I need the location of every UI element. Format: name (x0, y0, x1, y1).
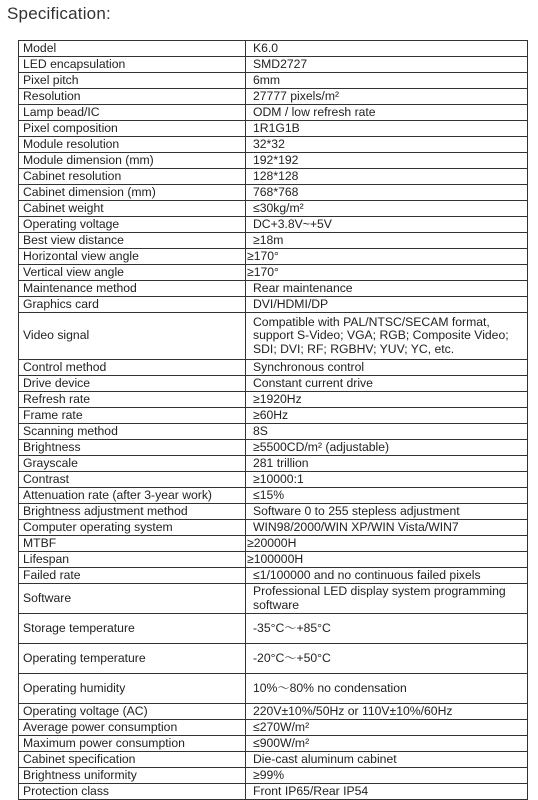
spec-row (19, 121, 528, 137)
spec-label: Pixel composition (19, 121, 246, 137)
spec-value: ≥10000:1 (246, 472, 528, 488)
spec-row (19, 376, 528, 392)
spec-value: Software 0 to 255 stepless adjustment (246, 504, 528, 520)
spec-value: Front IP65/Rear IP54 (246, 784, 528, 800)
spec-value: ≤270W/m² (246, 720, 528, 736)
spec-value: 281 trillion (246, 456, 528, 472)
spec-row (19, 408, 528, 424)
spec-row (19, 784, 528, 800)
spec-value: 10%～80% no condensation (246, 674, 528, 704)
spec-label: Cabinet dimension (mm) (19, 185, 246, 201)
spec-value: ≥170° (246, 249, 528, 265)
spec-value: 192*192 (246, 153, 528, 169)
spec-row (19, 281, 528, 297)
spec-row (19, 424, 528, 440)
spec-value: ≤15% (246, 488, 528, 504)
spec-label: Brightness uniformity (19, 768, 246, 784)
spec-value: ≥20000H (246, 536, 528, 552)
spec-value: 27777 pixels/m² (246, 89, 528, 105)
spec-label: Cabinet specification (19, 752, 246, 768)
spec-row (19, 552, 528, 568)
spec-label: Cabinet weight (19, 201, 246, 217)
spec-value: Compatible with PAL/NTSC/SECAM format, support S-Video; VGA; RGB; Composite Video; SDI; DVI; RF; RGBHV; YUV; YC, etc. (246, 313, 528, 360)
spec-row (19, 297, 528, 313)
spec-row (19, 768, 528, 784)
spec-row (19, 674, 528, 704)
spec-row (19, 720, 528, 736)
spec-value: Constant current drive (246, 376, 528, 392)
spec-row (19, 265, 528, 281)
spec-label: Operating voltage (AC) (19, 704, 246, 720)
spec-value: ≥18m (246, 233, 528, 249)
spec-label: Brightness (19, 440, 246, 456)
spec-label: Operating humidity (19, 674, 246, 704)
spec-row (19, 217, 528, 233)
spec-label: Resolution (19, 89, 246, 105)
spec-label: Software (19, 584, 246, 614)
spec-row (19, 41, 528, 57)
spec-row (19, 137, 528, 153)
spec-value: ≥60Hz (246, 408, 528, 424)
spec-row (19, 233, 528, 249)
spec-value: ≤1/100000 and no continuous failed pixels (246, 568, 528, 584)
spec-value: -35°C～+85°C (246, 614, 528, 644)
spec-row (19, 185, 528, 201)
spec-value: 220V±10%/50Hz or 110V±10%/60Hz (246, 704, 528, 720)
spec-label: Grayscale (19, 456, 246, 472)
spec-label: Average power consumption (19, 720, 246, 736)
spec-label: Brightness adjustment method (19, 504, 246, 520)
spec-row (19, 520, 528, 536)
spec-value: 768*768 (246, 185, 528, 201)
spec-label: Operating temperature (19, 644, 246, 674)
spec-row (19, 169, 528, 185)
spec-row (19, 504, 528, 520)
spec-value: SMD2727 (246, 57, 528, 73)
spec-label: Module resolution (19, 137, 246, 153)
spec-label: Contrast (19, 472, 246, 488)
spec-label: Operating voltage (19, 217, 246, 233)
spec-label: Module dimension (mm) (19, 153, 246, 169)
spec-row (19, 249, 528, 265)
spec-row (19, 440, 528, 456)
spec-value: 32*32 (246, 137, 528, 153)
spec-label: Drive device (19, 376, 246, 392)
spec-row (19, 704, 528, 720)
spec-label: Storage temperature (19, 614, 246, 644)
spec-row (19, 89, 528, 105)
spec-row (19, 392, 528, 408)
spec-label: Model (19, 41, 246, 57)
spec-value: ≥100000H (246, 552, 528, 568)
spec-row (19, 313, 528, 360)
spec-value: DVI/HDMI/DP (246, 297, 528, 313)
spec-label: Lifespan (19, 552, 246, 568)
spec-label: Lamp bead/IC (19, 105, 246, 121)
spec-value: WIN98/2000/WIN XP/WIN Vista/WIN7 (246, 520, 528, 536)
spec-value: Professional LED display system programming software (246, 584, 528, 614)
spec-label: Horizontal view angle (19, 249, 246, 265)
spec-label: Refresh rate (19, 392, 246, 408)
spec-row (19, 644, 528, 674)
spec-value: 6mm (246, 73, 528, 89)
spec-value: K6.0 (246, 41, 528, 57)
spec-label: Maintenance method (19, 281, 246, 297)
spec-label: Scanning method (19, 424, 246, 440)
spec-row (19, 752, 528, 768)
page-title: Specification: (7, 4, 111, 23)
spec-label: Graphics card (19, 297, 246, 313)
spec-row (19, 456, 528, 472)
spec-row (19, 472, 528, 488)
spec-label: Best view distance (19, 233, 246, 249)
spec-value: DC+3.8V~+5V (246, 217, 528, 233)
spec-row (19, 536, 528, 552)
spec-value: 8S (246, 424, 528, 440)
spec-table (18, 40, 528, 800)
spec-label: Cabinet resolution (19, 169, 246, 185)
spec-value: ≤30kg/m² (246, 201, 528, 217)
spec-row (19, 57, 528, 73)
spec-label: Failed rate (19, 568, 246, 584)
spec-row (19, 614, 528, 644)
spec-label: Control method (19, 360, 246, 376)
spec-row (19, 105, 528, 121)
spec-value: ≥1920Hz (246, 392, 528, 408)
spec-row (19, 584, 528, 614)
spec-label: Pixel pitch (19, 73, 246, 89)
spec-row (19, 568, 528, 584)
spec-value: 1R1G1B (246, 121, 528, 137)
spec-label: Frame rate (19, 408, 246, 424)
spec-value: ≥99% (246, 768, 528, 784)
spec-label: Maximum power consumption (19, 736, 246, 752)
spec-value: -20°C～+50°C (246, 644, 528, 674)
spec-table-body (19, 41, 528, 800)
spec-row (19, 201, 528, 217)
spec-label: Vertical view angle (19, 265, 246, 281)
spec-value: 128*128 (246, 169, 528, 185)
spec-row (19, 153, 528, 169)
spec-row (19, 488, 528, 504)
spec-label: Attenuation rate (after 3-year work) (19, 488, 246, 504)
spec-label: LED encapsulation (19, 57, 246, 73)
spec-label: Protection class (19, 784, 246, 800)
spec-value: Synchronous control (246, 360, 528, 376)
spec-label: MTBF (19, 536, 246, 552)
spec-row (19, 73, 528, 89)
spec-value: Die-cast aluminum cabinet (246, 752, 528, 768)
spec-value: Rear maintenance (246, 281, 528, 297)
spec-label: Video signal (19, 313, 246, 360)
spec-label: Computer operating system (19, 520, 246, 536)
spec-value: ≥170° (246, 265, 528, 281)
spec-row (19, 360, 528, 376)
spec-row (19, 736, 528, 752)
spec-value: ≥5500CD/m² (adjustable) (246, 440, 528, 456)
spec-value: ODM / low refresh rate (246, 105, 528, 121)
spec-value: ≤900W/m² (246, 736, 528, 752)
